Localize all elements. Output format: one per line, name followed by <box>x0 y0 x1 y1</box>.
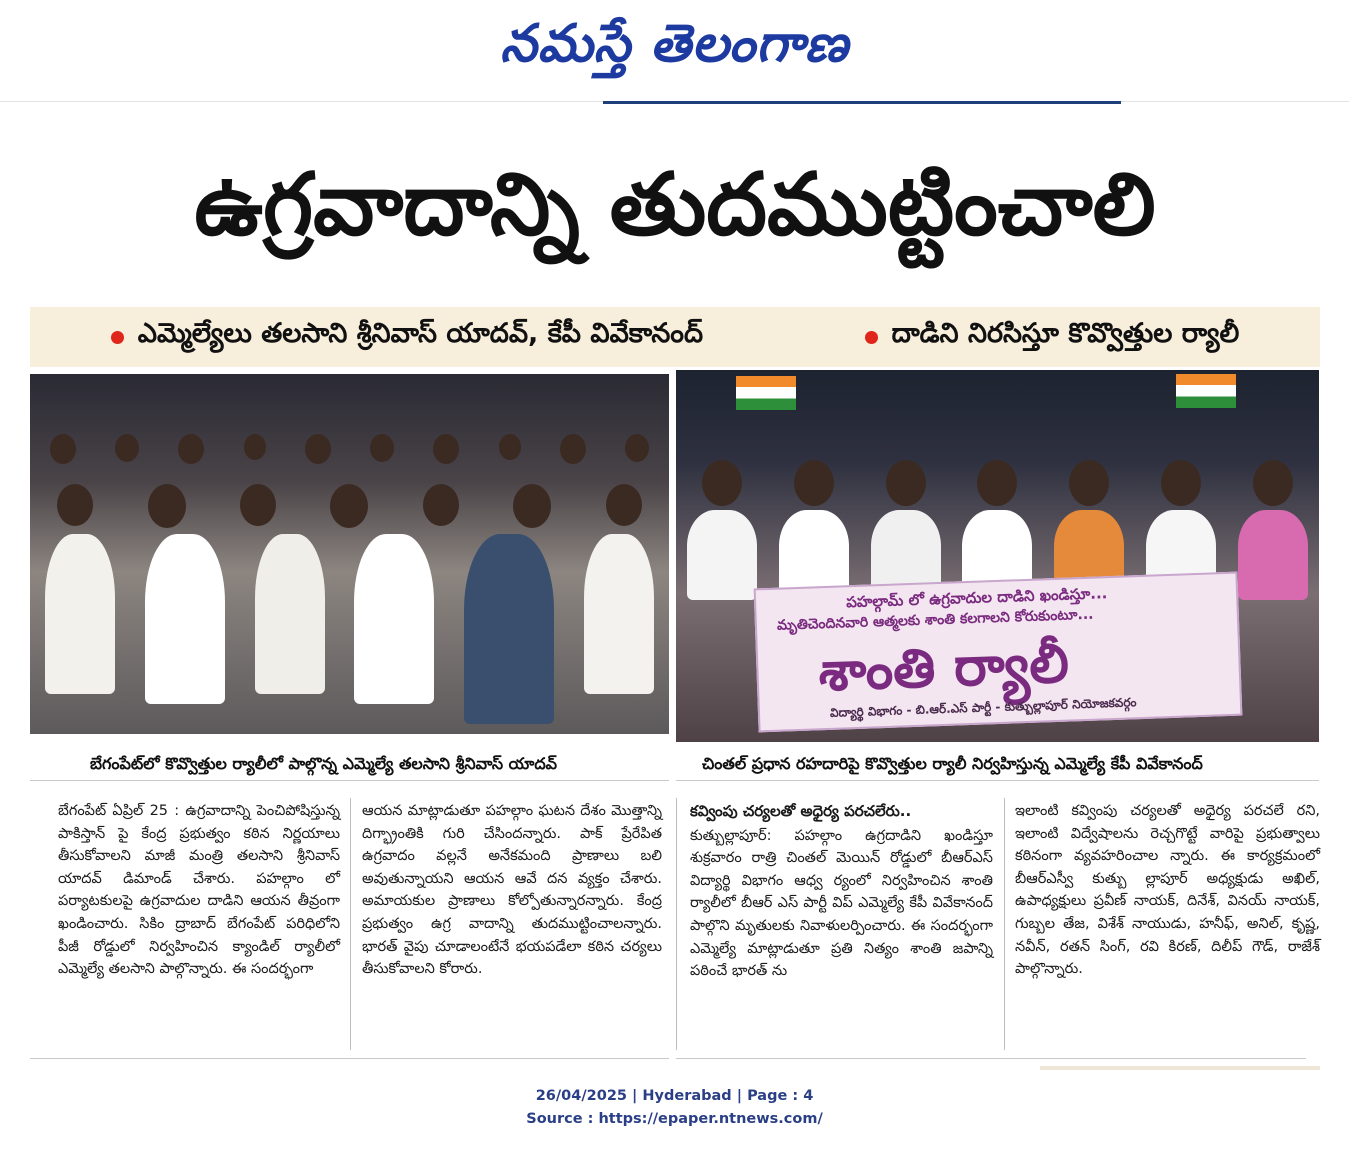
banner-line: మృతిచెందినవారి ఆత్మలకు శాంతి కలగాలని కోరుకుంటూ... <box>776 606 1094 634</box>
article-column <box>58 800 340 981</box>
article-column <box>362 800 662 981</box>
crowd-front <box>30 534 669 724</box>
article-subtitle: కవ్వింపు చర్యలతో అధైర్య పరచలేరు.. <box>690 802 912 820</box>
source-link[interactable]: Source : https://epaper.ntnews.com/ <box>526 1111 823 1127</box>
subheadline-item <box>865 318 1240 356</box>
article-bottom-rule <box>30 1058 669 1059</box>
caption-divider <box>30 780 669 781</box>
bullet-icon <box>865 331 878 344</box>
newspaper-logo: నమస్తే తెలంగాణ <box>500 13 849 74</box>
crowd-back <box>30 434 669 464</box>
flag-icon <box>1176 374 1236 408</box>
decorative-band <box>1040 1066 1320 1070</box>
article-column <box>690 800 993 983</box>
masthead <box>0 0 1349 100</box>
column-divider <box>350 798 351 1050</box>
article-text: ఇలాంటి కవ్వింపు చర్యలతో అధైర్య పరచలే రని, ఇలాంటి విద్వేషాలను రెచ్చగొట్టే వారిపై ప్రభుత్వాలు కఠినంగా వ్యవహరించాల న్నారు. ఈ కార్యక్రమంలో బీఆర్ఎస్వీ కుత్బు ల్లాపూర్ అధ్యక్షుడు అఖిల్, ఉపాధ్యక్షులు ప్రవీణ్ నాయక్, దినేశ్, వినయ్ నాయక్, గుబ్బల తేజ, విశేశ్ నాయుడు, హనీఫ్, అనిల్, కృష్ణ, నవీన్, రతన్ సింగ్, రవి కిరణ్, దిలీప్ గౌడ్, రాజేశ్ పాల్గొన్నారు. <box>1015 803 1320 978</box>
column-divider <box>676 798 677 1050</box>
masthead-accent-rule <box>603 101 1121 104</box>
photo-caption-left: బేగంపేట్‌లో కొవ్వొత్తుల ర్యాలీలో పాల్గొన్న ఎమ్మెల్యే తలసాని శ్రీనివాస్ యాదవ్ <box>90 754 558 773</box>
column-divider <box>1004 798 1005 1050</box>
banner-footer: విద్యార్థి విభాగం - బి.ఆర్.ఎస్ పార్టీ - కుత్బుల్లాపూర్ నియోజకవర్గం <box>829 695 1137 720</box>
article-bottom-rule <box>676 1058 1306 1059</box>
caption-divider <box>676 780 1319 781</box>
subheadline-item <box>111 318 703 356</box>
article-column <box>1015 800 1320 981</box>
peace-rally-banner <box>754 572 1243 733</box>
photo-begumpet-rally <box>30 374 669 734</box>
article-text: బేగంపేట్ ఏప్రిల్ 25 : ఉగ్రవాదాన్ని పెంచిపోషిస్తున్న పాకిస్తాన్ పై కేంద్ర ప్రభుత్వం కఠిన నిర్ణయాలు తీసుకోవాలని మాజీ మంత్రి తలసాని శ్రీనివాస్ యాదవ్ డిమాండ్ చేశారు. పహల్గాం లో పర్యాటకులపై ఉగ్రవాదుల దాడిని ఆయన తీవ్రంగా ఖండించారు. సికిం ద్రాబాద్ బేగంపేట్ పరిధిలోని పీజీ రోడ్డులో నిర్వహించిన క్యాండిల్ ర్యాలీలో ఎమ్మెల్యే తలసాని పాల్గొన్నారు. ఈ సందర్భంగా <box>58 803 340 978</box>
subheadline-text: ఎమ్మెల్యేలు తలసాని శ్రీనివాస్ యాదవ్, కేపీ వివేకానంద్ <box>137 318 704 349</box>
crowd-middle <box>30 484 669 528</box>
photo-caption-right: చింతల్ ప్రధాన రహదారిపై కొవ్వొత్తుల ర్యాలీ నిర్వహిస్తున్న ఎమ్మెల్యే కేపీ వివేకానంద్ <box>702 754 1203 773</box>
article-text: కుత్బుల్లాపూర్: పహల్గాం ఉగ్రదాడిని ఖండిస్తూ శుక్రవారం రాత్రి చింతల్ మెయిన్ రోడ్డులో బీఆర్ఎస్ విద్యార్థి విభాగం ఆధ్వ ర్యంలో నిర్వహించిన శాంతి ర్యాలీలో బీఆర్ ఎస్ పార్టీ విప్ ఎమ్మెల్యే కేపీ వివేకానంద్ పాల్గొని మృతులకు నివాళులర్పించారు. ఈ సందర్భంగా ఎమ్మెల్యే మాట్లాడుతూ ప్రతి నిత్యం శాంతి జపాన్ని పఠించే భారత్ ను <box>690 827 993 980</box>
subheadline-text: దాడిని నిరసిస్తూ కొవ్వొత్తుల ర్యాలీ <box>891 318 1240 349</box>
headline: ఉగ్రవాదాన్ని తుదముట్టించాలి <box>194 155 1156 255</box>
subheadline-strip <box>30 307 1320 367</box>
flag-icon <box>736 376 796 410</box>
edition-info: 26/04/2025 | Hyderabad | Page : 4 <box>535 1088 814 1104</box>
banner-line: పహల్గామ్ లో ఉగ్రవాదుల దాడిని ఖండిస్తూ... <box>845 584 1108 612</box>
crowd-back <box>676 460 1319 506</box>
banner-title: శాంతి ర్యాలీ <box>817 631 1070 704</box>
photo-chintal-peace-rally <box>676 370 1319 742</box>
bullet-icon <box>111 331 124 344</box>
article-text: ఆయన మాట్లాడుతూ పహల్గాం ఘటన దేశం మొత్తాన్ని దిగ్భ్రాంతికి గురి చేసిందన్నారు. పాక్ ప్రేరేపిత ఉగ్రవాదం వల్లనే అనేకమంది ప్రాణాలు బలి అవుతున్నాయని ఆయన ఆవే దన వ్యక్తం చేశారు. అమాయకుల ప్రాణాలు కోల్పోతున్నారన్నారు. కేంద్ర ప్రభుత్వం ఉగ్ర వాదాన్ని తుదముట్టించాలన్నారు. భారత్ వైపు చూడాలంటేనే భయపడేలా కఠిన చర్యలు తీసుకోవాలని కోరారు. <box>362 803 662 978</box>
